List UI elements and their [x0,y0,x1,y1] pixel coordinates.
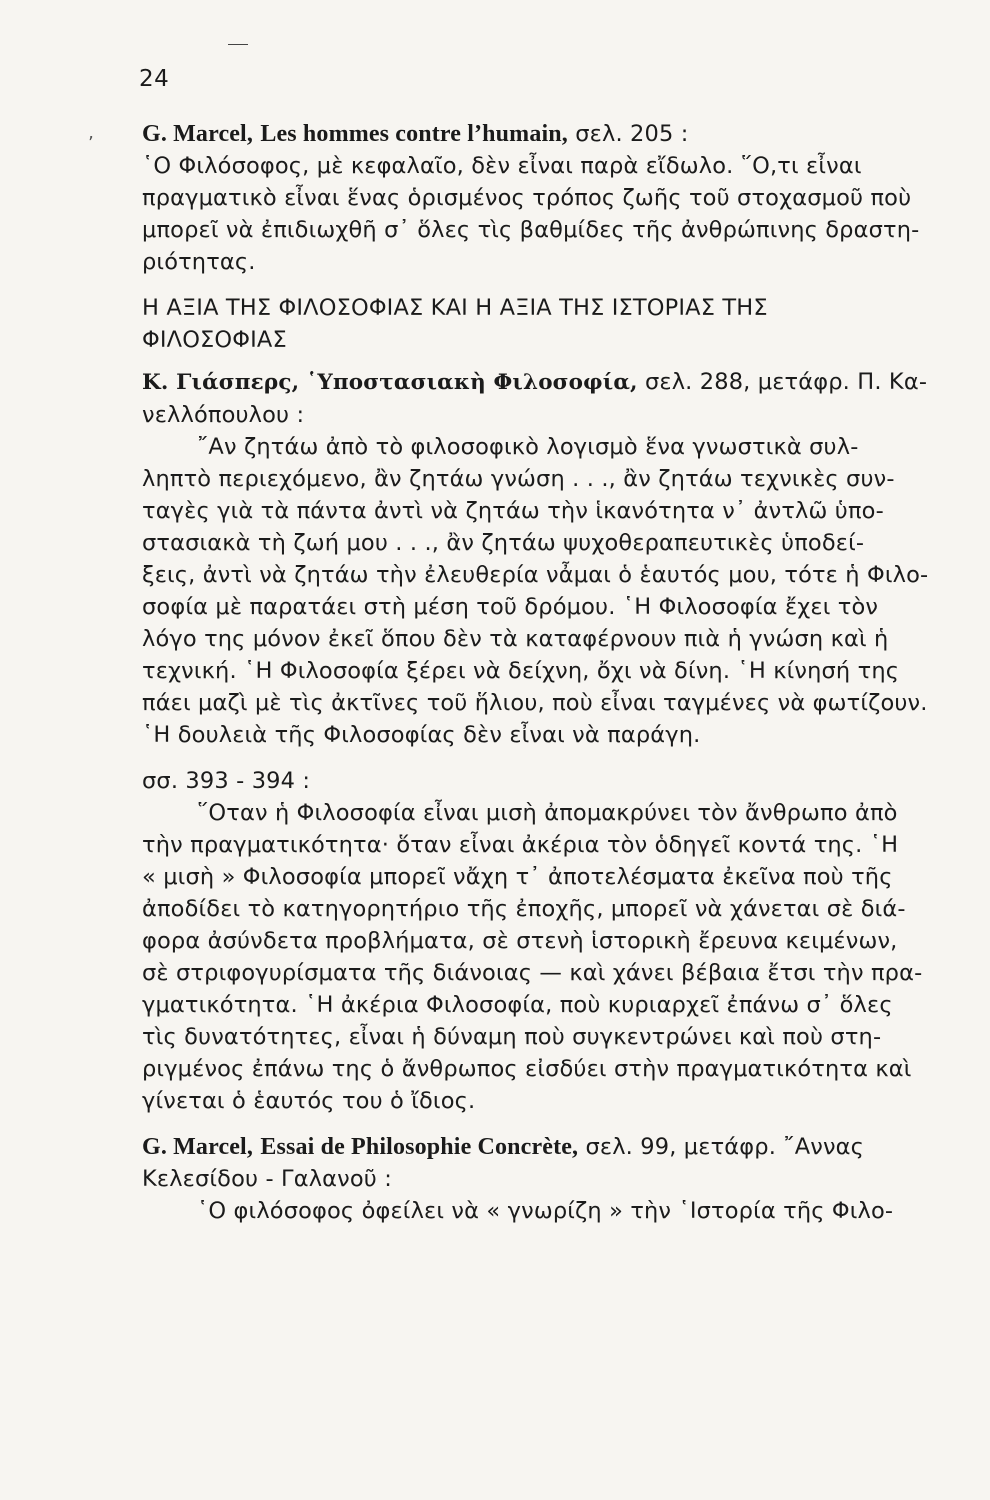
text-line: φορα ἀσύνδετα προβλήματα, σὲ στενὴ ἱστορικὴ ἔρευνα κειμένων, [142,928,898,954]
text-line: ληπτὸ περιεχόμενο, ἂν ζητάω γνώση . . ., ἂν ζητάω τεχνικὲς συν- [142,466,895,492]
section-heading: Η ΑΞΙΑ ΤΗΣ ΦΙΛΟΣΟΦΙΑΣ ΚΑΙ Η ΑΞΙΑ ΤΗΣ ΙΣΤΟΡΙΑΣ ΤΗΣ [142,295,768,321]
text-line: λόγο της μόνον ἐκεῖ ὅπου δὲν τὰ καταφέρνουν πιὰ ἡ γνώση καὶ ἡ [142,626,889,652]
text-line: ξεις, ἀντὶ νὰ ζητάω τὴν ἐλευθερία νἆμαι ὁ ἑαυτός μου, τότε ἡ Φιλο- [142,562,929,588]
citation-ref-cont: νελλόπουλου : [142,402,305,428]
text-line: ριγμένος ἐπάνω της ὁ ἄνθρωπος εἰσδύει στὴν πραγματικότητα καὶ [142,1056,912,1082]
text-line: γίνεται ὁ ἑαυτός του ὁ ἴδιος. [142,1088,476,1114]
page-content [142,118,978,1227]
citation-ref-cont: Κελεσίδου - Γαλανοῦ : [142,1166,392,1192]
citation-ref: σελ. 205 : [575,121,689,147]
text-line: τεχνική. ῾Η Φιλοσοφία ξέρει νὰ δείχνη, ὄχι νὰ δίνη. ῾Η κίνησή της [142,658,900,684]
text-line: σοφία μὲ παρατάει στὴ μέση τοῦ δρόμου. ῾Η Φιλοσοφία ἔχει τὸν [142,594,879,620]
section-heading: ΦΙΛΟΣΟΦΙΑΣ [142,327,287,353]
citation-author: Κ. Γιάσπερς, [142,370,300,395]
top-rule [228,44,248,45]
text-line: « μισὴ » Φιλοσοφία μπορεῖ νἄχη τ᾿ ἀποτελέσματα ἐκεῖνα ποὺ τῆς [142,864,893,890]
citation-ref: σελ. 99, μετάφρ. ῎Αννας [585,1134,865,1160]
citation-title: ῾Υποστασιακὴ Φιλοσοφία, [306,370,638,395]
citation-author: G. Marcel, [142,1134,254,1160]
text-line: γματικότητα. ῾Η ἀκέρια Φιλοσοφία, ποὺ κυριαρχεῖ ἐπάνω σ᾿ ὅλες [142,992,893,1018]
text-line: πάει μαζὶ μὲ τὶς ἀκτῖνες τοῦ ἥλιου, ποὺ εἶναι ταγμένες νὰ φωτίζουν. [142,690,928,716]
text-line: τὶς δυνατότητες, εἶναι ἡ δύναμη ποὺ συγκεντρώνει καὶ ποὺ στη- [142,1024,882,1050]
text-line: ῞Οταν ἡ Φιλοσοφία εἶναι μισὴ ἀπομακρύνει τὸν ἄνθρωπο ἀπὸ [197,800,898,826]
citation-ref: σελ. 288, μετάφρ. Π. Κα- [644,369,928,395]
citation-marcel-essai [142,1131,978,1163]
text-line: μπορεῖ νὰ ἐπιδιωχθῆ σ᾿ ὅλες τὶς βαθμίδες τῆς ἀνθρώπινης δραστη- [142,217,920,243]
citation-ref: σσ. 393 - 394 : [142,768,311,794]
text-line: ῾Ο φιλόσοφος ὀφείλει νὰ « γνωρίζη » τὴν ῾Ιστορία τῆς Φιλο- [197,1198,894,1224]
citation-jaspers [142,366,978,399]
citation-marcel-hommes [142,118,978,150]
citation-author: G. Marcel, [142,121,254,147]
text-line: ταγὲς γιὰ τὰ πάντα ἀντὶ νὰ ζητάω τὴν ἱκανότητα ν᾿ ἀντλῶ ὑπο- [142,498,884,524]
citation-title: Essai de Philosophie Concrète, [260,1134,579,1160]
text-line: σὲ στριφογυρίσματα τῆς διάνοιας — καὶ χάνει βέβαια ἔτσι τὴν πρα- [142,960,923,986]
text-line: τὴν πραγματικότητα· ὅταν εἶναι ἀκέρια τὸν ὁδηγεῖ κοντά της. ῾Η [142,832,899,858]
margin-mark: ’ [88,133,94,154]
text-line: πραγματικὸ εἶναι ἕνας ὁρισμένος τρόπος ζωῆς τοῦ στοχασμοῦ ποὺ [142,185,912,211]
page-number: 24 [139,66,170,92]
text-line: ῎Αν ζητάω ἀπὸ τὸ φιλοσοφικὸ λογισμὸ ἕνα γνωστικὰ συλ- [197,434,859,460]
text-line: ριότητας. [142,249,256,275]
text-line: ῾Η δουλειὰ τῆς Φιλοσοφίας δὲν εἶναι νὰ παράγη. [142,722,701,748]
text-line: στασιακὰ τὴ ζωή μου . . ., ἂν ζητάω ψυχοθεραπευτικὲς ὑποδεί- [142,530,865,556]
text-line: ῾Ο Φιλόσοφος, μὲ κεφαλαῖο, δὲν εἶναι παρὰ εἴδωλο. ῞Ο,τι εἶναι [142,153,862,179]
citation-title: Les hommes contre l’humain, [260,121,568,147]
text-line: ἀποδίδει τὸ κατηγορητήριο τῆς ἐποχῆς, μπορεῖ νὰ χάνεται σὲ διά- [142,896,906,922]
